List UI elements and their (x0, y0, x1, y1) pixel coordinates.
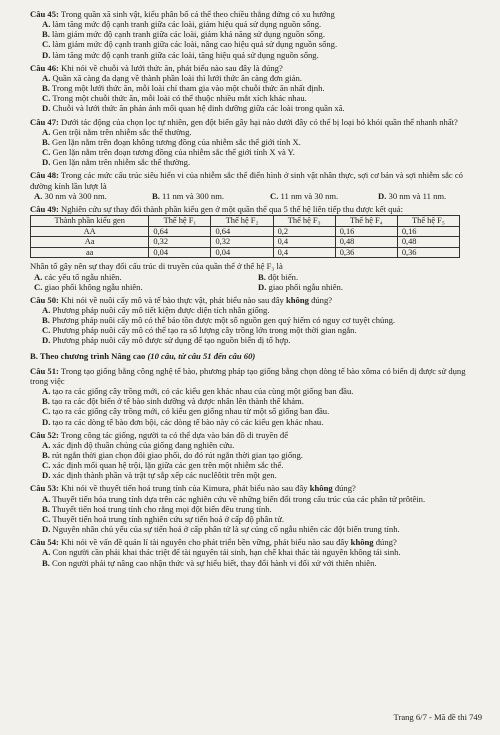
question-text-emphasis: không (309, 483, 333, 494)
question-item (30, 63, 482, 114)
answer-options (30, 547, 482, 567)
question-text-post: đúng? (332, 483, 356, 494)
option-text: rút ngắn thời gian chọn đôi giao phối, do đó rút ngắn thời gian tạo giống. (52, 450, 303, 460)
question-stem (30, 537, 482, 547)
option-letter: D. (42, 157, 51, 168)
option-letter: C. (42, 147, 51, 158)
answer-option (152, 191, 270, 201)
answer-option (42, 147, 482, 157)
option-text: các yếu tố ngẫu nhiên. (44, 271, 122, 282)
section-heading (30, 351, 482, 361)
option-letter: B. (42, 396, 50, 407)
answer-option (42, 524, 482, 534)
question-stem (30, 483, 482, 493)
answer-options (30, 440, 482, 481)
option-text: Trong một lưới thức ăn, mỗi loài chỉ tham gia vào một chuỗi thức ăn nhất định. (51, 83, 325, 94)
question-stem (30, 430, 482, 440)
answer-options (30, 73, 482, 114)
question-text-pre: Trong tạo giống bằng công nghệ tế bào, phương pháp tạo giống bằng chọn dòng tế bào xôma có biến dị được sử dụng trong việc (30, 365, 466, 386)
answer-option (34, 282, 258, 292)
question-49 (30, 204, 482, 292)
option-text: Gen lặn nằm trên nhiễm sắc thể thường. (52, 157, 191, 168)
table-cell: AA (31, 226, 149, 237)
answer-options (30, 494, 482, 535)
page-footer: Trang 6/7 - Mã đề thi 749 (393, 712, 482, 722)
option-letter: C. (42, 513, 51, 524)
option-letter: A. (42, 19, 51, 30)
option-letter: B. (42, 450, 50, 460)
option-letter: D. (42, 103, 51, 114)
question-item (30, 483, 482, 534)
option-text: 30 nm và 11 nm. (388, 190, 447, 201)
question-text-pre: Khi nói về thuyết tiến hoá trung tính của Kimura, phát biểu nào sau đây (61, 483, 310, 494)
option-letter: C. (34, 281, 43, 292)
question-number: Câu 45: (30, 9, 59, 19)
answer-options (30, 386, 482, 427)
option-letter: A. (42, 493, 51, 504)
table-cell: 0,48 (397, 237, 459, 248)
option-letter: A. (42, 72, 51, 83)
answer-option (42, 137, 482, 147)
answer-option (42, 494, 482, 504)
answer-option (34, 191, 152, 201)
option-text: làm giảm mức độ cạnh tranh giữa các loài, nâng cao hiệu quả sử dụng nguồn sống. (52, 39, 338, 50)
option-text: tạo ra các dòng tế bào đơn bội, các dòng tế bào này có các kiểu gen khác nhau. (52, 416, 324, 427)
option-text: xác định mối quan hệ trội, lặn giữa các gen trên một nhiễm sắc thể. (52, 460, 284, 471)
option-text: tạo ra các giống cây trồng mới, có kiểu gen giống nhau từ một số giống ban đầu. (52, 406, 330, 417)
question-stem (30, 204, 482, 214)
option-text: Phương pháp nuôi cấy mô tiết kiệm được diện tích nhân giống. (52, 304, 270, 315)
option-letter: A. (42, 304, 51, 315)
option-letter: A. (42, 126, 51, 137)
table-cell: 0,4 (273, 237, 335, 248)
answer-option (42, 93, 482, 103)
option-letter: C. (270, 190, 279, 201)
option-letter: D. (42, 470, 51, 481)
option-letter: B. (42, 315, 50, 326)
answer-options (30, 19, 482, 60)
option-letter: A. (42, 386, 51, 397)
option-text: 30 nm và 300 nm. (44, 190, 107, 201)
answer-option (42, 417, 482, 427)
option-text: Gen lặn nằm trên đoạn tương đồng của nhiễm sắc thể giới tính X và Y. (52, 147, 295, 158)
questions-part-b (30, 366, 482, 571)
option-text: Phương pháp nuôi cấy mô được sử dụng để tạo nguồn biến dị tổ hợp. (52, 335, 291, 346)
answer-option (42, 103, 482, 113)
option-letter: D. (42, 416, 51, 427)
option-text: Gen trội nằm trên nhiễm sắc thể thường. (52, 126, 192, 137)
question-stem-2: Nhân tố gây nên sự thay đổi cấu trúc di truyền của quần thể ở thế hệ F₃ là (30, 261, 283, 272)
option-text: Thuyết tiến hoá trung tính cho rằng mọi đột biến đều trung tính. (51, 503, 272, 514)
table-cell: 0,16 (335, 226, 397, 237)
question-text-emphasis: không (350, 537, 374, 548)
option-text: làm giảm mức độ cạnh tranh giữa các loài, giảm khả năng sử dụng nguồn sống. (52, 29, 325, 40)
table-cell: 0,32 (211, 237, 273, 248)
answer-option (42, 396, 482, 406)
option-text: 11 nm và 30 nm. (280, 190, 339, 201)
question-stem (30, 295, 482, 305)
question-stem (30, 170, 482, 190)
option-letter: B. (42, 503, 50, 514)
option-text: đột biến. (268, 271, 299, 282)
option-letter: C. (42, 460, 51, 471)
option-text: Con người phải tự nâng cao nhận thức và sự hiểu biết, thay đổi hành vi đối xử với thiên nhiên. (52, 557, 377, 568)
table-cell: 0,16 (397, 226, 459, 237)
question-stem (30, 9, 482, 19)
answer-option (42, 315, 482, 325)
option-letter: B. (42, 557, 50, 568)
answer-option (42, 127, 482, 137)
question-text-pre: Trong công tác giống, người ta có thể dựa vào bản đồ di truyền để (60, 429, 289, 440)
option-letter: C. (42, 39, 51, 50)
question-50 (30, 295, 482, 346)
option-text: Thuyết tiến hoá trung tính nghiên cứu sự tiến hoá ở cấp độ phân tử. (52, 513, 285, 524)
answer-option (42, 83, 482, 93)
option-text: Gen lặn nằm trên đoạn không tương đồng của nhiễm sắc thể giới tính X. (52, 136, 301, 147)
question-text: Trong các mức cấu trúc siêu hiển vi của nhiễm sắc thể điển hình ở sinh vật nhân thực, sợi cơ bản và sợi nhiễm sắc có đường kính lần lượt là (30, 170, 463, 191)
answer-option (42, 504, 482, 514)
answer-option (42, 19, 482, 29)
answer-option (42, 325, 482, 335)
option-letter: C. (42, 325, 51, 336)
answer-option (42, 335, 482, 345)
question-text-post: đúng? (308, 294, 333, 305)
table-header-cell: Thế hệ F₅ (397, 215, 459, 226)
answer-option (258, 272, 482, 282)
option-letter: B. (42, 83, 50, 94)
option-text: tạo ra các giống cây trồng mới, có các kiểu gen khác nhau của cùng một giống ban đầu. (52, 386, 354, 397)
answer-options (34, 272, 482, 292)
option-letter: B. (42, 136, 50, 147)
table-cell: 0,36 (397, 247, 459, 258)
option-text: giao phối ngẫu nhiên. (268, 281, 343, 292)
genotype-table (30, 215, 460, 258)
answer-options (30, 305, 482, 346)
question-stem (30, 366, 482, 386)
answer-option (270, 191, 378, 201)
table-row (31, 237, 460, 248)
answer-options (30, 127, 482, 168)
table-header-cell: Thành phần kiểu gen (31, 215, 149, 226)
question-number: Câu 50: (30, 294, 59, 305)
answer-option (42, 460, 482, 470)
option-text: Phương pháp nuôi cấy mô có thể bảo tồn được một số nguồn gen quý hiếm có nguy cơ tuyệt chủng. (52, 315, 396, 326)
option-text: Chuỗi và lưới thức ăn phản ánh mối quan hệ dinh dưỡng giữa các loài trong quần xã. (52, 103, 345, 114)
option-letter: B. (258, 271, 266, 282)
option-letter: A. (34, 271, 43, 282)
option-letter: A. (42, 439, 51, 450)
option-letter: D. (258, 281, 267, 292)
table-header-cell: Thế hệ F₄ (335, 215, 397, 226)
question-text-emphasis: không (285, 294, 309, 305)
question-number: Câu 48: (30, 170, 59, 181)
table-header-row (31, 215, 460, 226)
answer-option (42, 157, 482, 167)
option-letter: A. (42, 547, 51, 558)
option-text: Nguyên nhân chủ yếu của sự tiến hoá ở cấp phân tử là sự củng cố ngẫu nhiên các đột biến trung tính. (52, 524, 400, 535)
option-letter: D. (42, 335, 51, 346)
question-number: Câu 53: (30, 483, 59, 494)
section-range: (10 câu, từ câu 51 đến câu 60) (147, 350, 256, 361)
table-cell: 0,04 (149, 247, 211, 258)
question-item (30, 430, 482, 481)
option-letter: C. (42, 93, 51, 104)
table-row (31, 247, 460, 258)
answer-option (42, 50, 482, 60)
table-header-cell: Thế hệ F₂ (211, 215, 273, 226)
answer-option (34, 272, 258, 282)
table-cell: 0,64 (211, 226, 273, 237)
question-item (30, 9, 482, 60)
option-text: 11 nm và 300 nm. (162, 190, 225, 201)
questions-part-a (30, 9, 482, 204)
table-cell: 0,64 (149, 226, 211, 237)
answer-option (42, 514, 482, 524)
table-row (31, 226, 460, 237)
spacer (30, 568, 482, 571)
option-text: làm tăng mức độ cạnh tranh giữa các loài, giảm hiệu quả sử dụng nguồn sống. (52, 19, 322, 30)
question-number: Câu 47: (30, 116, 59, 127)
question-text-pre: Khi nói về nuôi cấy mô và tế bào thực vật, phát biểu nào sau đây (61, 294, 286, 305)
option-letter: B. (42, 29, 50, 40)
answer-option (42, 440, 482, 450)
answer-option (42, 470, 482, 480)
question-text: Dưới tác động của chọn lọc tự nhiên, gen đột biến gây hại nào dưới đây có thể bị loại bỏ khỏi quần thể nhanh nhất? (61, 116, 458, 127)
option-text: Quần xã càng đa dạng về thành phần loài thì lưới thức ăn càng đơn giản. (52, 72, 302, 83)
option-text: Phương pháp nuôi cấy mô có thể tạo ra số lượng cây trồng lớn trong một thời gian ngắn. (52, 325, 357, 336)
answer-option (42, 73, 482, 83)
section-title: B. Theo chương trình Nâng cao (30, 350, 148, 361)
option-letter: B. (152, 190, 160, 201)
option-text: Thuyết tiến hóa trung tính dựa trên các nghiên cứu về những biến đổi trong cấu trúc của các phân tử prôtêin. (52, 493, 426, 504)
answer-option (42, 39, 482, 49)
answer-option (42, 406, 482, 416)
question-number: Câu 54: (30, 537, 59, 548)
answer-option (42, 547, 482, 557)
question-text: Khi nói về chuỗi và lưới thức ăn, phát biểu nào sau đây là đúng? (61, 62, 283, 73)
answer-options (34, 191, 482, 201)
option-letter: C. (42, 406, 51, 417)
question-stem (30, 63, 482, 73)
question-item (30, 117, 482, 168)
option-text: Trong một chuỗi thức ăn, mỗi loài có thể thuộc nhiều mắt xích khác nhau. (52, 93, 307, 104)
table-cell: Aa (31, 237, 149, 248)
table-header-cell: Thế hệ F₁ (149, 215, 211, 226)
answer-option (42, 450, 482, 460)
question-item (30, 537, 482, 567)
table-cell: 0,32 (149, 237, 211, 248)
option-letter: D. (42, 524, 51, 535)
answer-option (258, 282, 482, 292)
question-text: Trong quần xã sinh vật, kiểu phân bố cá thể theo chiều thẳng đứng có xu hướng (60, 9, 335, 19)
answer-option (42, 29, 482, 39)
table-cell: 0,48 (335, 237, 397, 248)
option-text: xác định thành phần và trật tự sắp xếp các nuclêôtit trên một gen. (52, 470, 277, 481)
question-text-post: đúng? (373, 537, 397, 548)
table-cell: 0,36 (335, 247, 397, 258)
question-number: Câu 46: (30, 62, 59, 73)
answer-option (42, 305, 482, 315)
option-letter: D. (42, 49, 51, 60)
option-text: giao phối không ngẫu nhiên. (44, 281, 143, 292)
question-text: Nghiên cứu sự thay đổi thành phần kiểu gen ở một quần thể qua 5 thế hệ liên tiếp thu được kết quả: (61, 203, 403, 214)
option-text: tạo ra các đột biến ở tế bào sinh dưỡng và được nhân lên thành thể khảm. (52, 396, 304, 407)
answer-option (42, 386, 482, 396)
option-text: Con người cần phải khai thác triệt để tài nguyên tái sinh, hạn chế khai thác tài nguyên không tái sinh. (52, 547, 401, 558)
question-item (30, 366, 482, 427)
option-letter: A. (34, 190, 43, 201)
option-letter: D. (378, 190, 387, 201)
question-item (30, 170, 482, 200)
answer-option (42, 558, 482, 568)
question-stem (30, 117, 482, 127)
table-cell: 0,4 (273, 247, 335, 258)
question-number: Câu 52: (30, 429, 59, 440)
table-cell: 0,2 (273, 226, 335, 237)
table-header-cell: Thế hệ F₃ (273, 215, 335, 226)
option-text: làm tăng mức độ cạnh tranh giữa các loài, tăng hiệu quả sử dụng nguồn sống. (52, 49, 319, 60)
question-number: Câu 49: (30, 203, 59, 214)
table-cell: 0,04 (211, 247, 273, 258)
option-text: xác định độ thuần chủng của giống đang nghiên cứu. (52, 439, 235, 450)
table-cell: aa (31, 247, 149, 258)
answer-option (378, 191, 478, 201)
table-body (31, 226, 460, 258)
question-number: Câu 51: (30, 365, 59, 376)
question-text-pre: Khi nói về vấn đề quản lí tài nguyên cho phát triển bền vững, phát biểu nào sau đây (61, 537, 351, 548)
